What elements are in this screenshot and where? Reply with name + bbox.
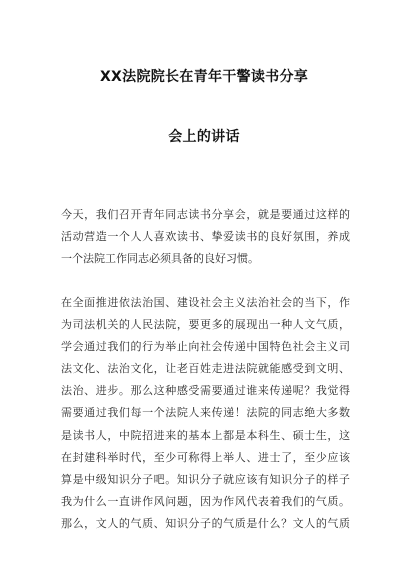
paragraph-line: 学会通过我们的行为举止向社会传递中国特色社会主义司 <box>61 340 350 354</box>
paragraph-2 <box>61 292 350 535</box>
paragraph-line: 我为什么一直讲作风问题，因为作风代表着我们的气质。 <box>61 494 350 508</box>
paragraph-line: 在全面推进依法治国、建设社会主义法治社会的当下，作 <box>61 296 350 309</box>
paragraph-line: 需要通过我们每一个法院人来传递！法院的同志绝大多数 <box>61 406 350 420</box>
paragraph-line: 算是中级知识分子吧。知识分子就应该有知识分子的样子 <box>61 472 350 486</box>
paragraph-line: 今天，我们召开青年同志读书分享会，就是要通过这样的 <box>61 208 350 221</box>
paragraph-line: 法文化、法治文化，让老百姓走进法院就能感受到文明、 <box>61 362 350 376</box>
title-line-1: XX法院院长在青年干警读书分享 <box>99 69 309 85</box>
paragraph-line: 一个法院工作同志必须具备的良好习惯。 <box>61 252 259 266</box>
paragraph-line: 在封建科举时代，至少可称得上举人、进士了，至少应该 <box>61 450 350 464</box>
paragraph-1 <box>61 204 350 270</box>
title-line-2: 会上的讲话 <box>168 129 240 145</box>
paragraph-line: 为司法机关的人民法院，要更多的展现出一种人文气质， <box>61 318 350 332</box>
paragraph-line: 是读书人，中院招进来的基本上都是本科生、硕士生，这 <box>61 428 350 442</box>
paragraph-line: 那么，文人的气质、知识分子的气质是什么？文人的气质 <box>61 516 350 530</box>
paragraph-line: 法治、进步。那么这种感受需要通过谁来传递呢？我觉得 <box>61 384 350 398</box>
paragraph-line: 活动营造一个人人喜欢读书、挚爱读书的良好氛围，养成 <box>61 230 350 244</box>
